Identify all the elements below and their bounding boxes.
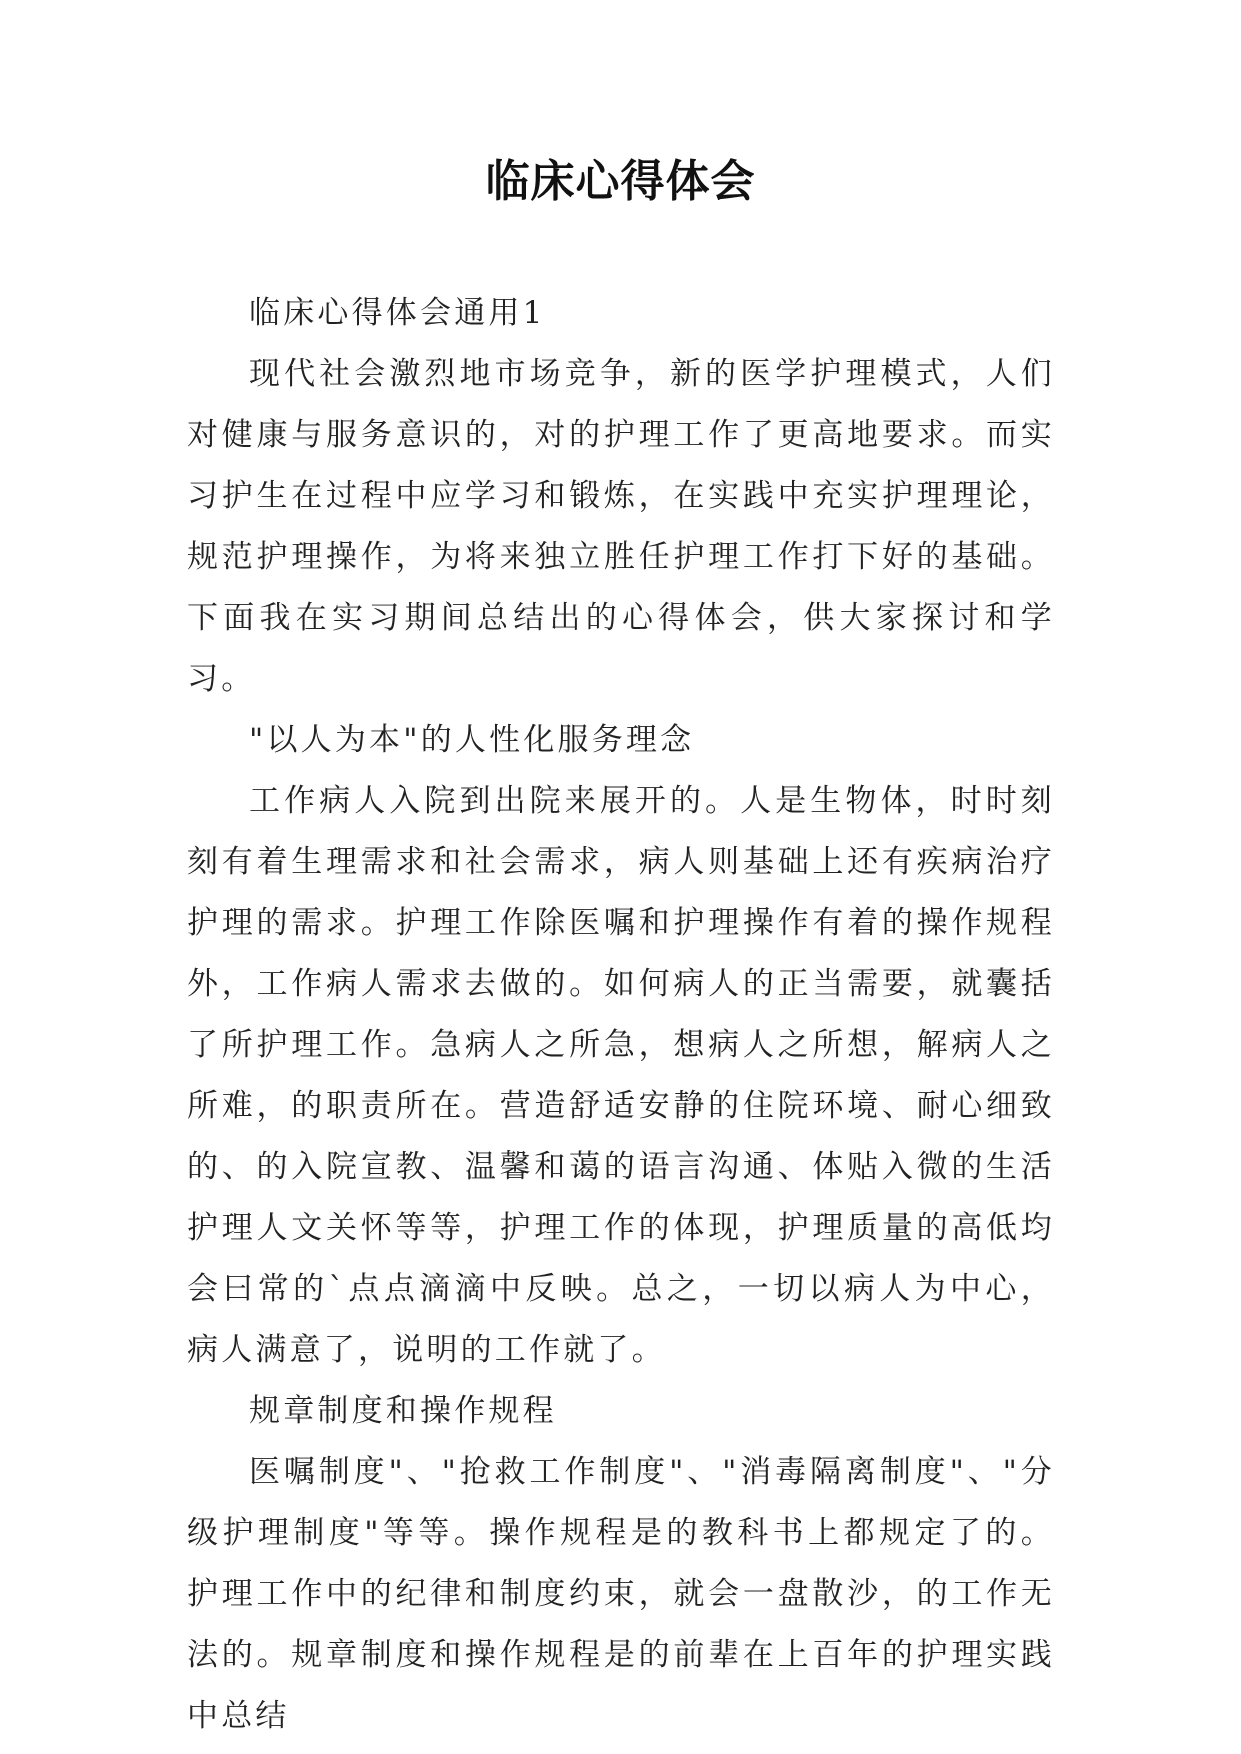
section-heading: "以人为本"的人性化服务理念 (249, 722, 695, 758)
body-paragraph: 医嘱制度"、"抢救工作制度"、"消毒隔离制度"、"分级护理制度"等等。操作规程是的教科书上都规定了的。护理工作中的纪律和制度约束，就会一盘散沙，的工作无法的。规章制度和操作规程是的前辈在上百年的护理实践中总结 (187, 1454, 1055, 1734)
document-body (187, 283, 1055, 1747)
section-heading: 规章制度和操作规程 (249, 1393, 557, 1429)
body-paragraph: 工作病人入院到出院来展开的。人是生物体，时时刻刻有着生理需求和社会需求，病人则基础上还有疾病治疗护理的需求。护理工作除医嘱和护理操作有着的操作规程外，工作病人需求去做的。如何病人的正当需要，就囊括了所护理工作。急病人之所急，想病人之所想，解病人之所难，的职责所在。营造舒适安静的住院环境、耐心细致的、的入院宣教、温馨和蔼的语言沟通、体贴入微的生活护理人文关怀等等，护理工作的体现，护理质量的高低均会曰常的`点点滴滴中反映。总之，一切以病人为中心，病人满意了，说明的工作就了。 (187, 783, 1055, 1368)
document-title: 临床心得体会 (485, 156, 756, 207)
body-paragraph: 现代社会激烈地市场竞争，新的医学护理模式，人们对健康与服务意识的，对的护理工作了更高地要求。而实习护生在过程中应学习和锻炼，在实践中充实护理理论，规范护理操作，为将来独立胜任护理工作打下好的基础。下面我在实习期间总结出的心得体会，供大家探讨和学习。 (187, 356, 1055, 697)
section-heading: 临床心得体会通用1 (249, 295, 546, 331)
